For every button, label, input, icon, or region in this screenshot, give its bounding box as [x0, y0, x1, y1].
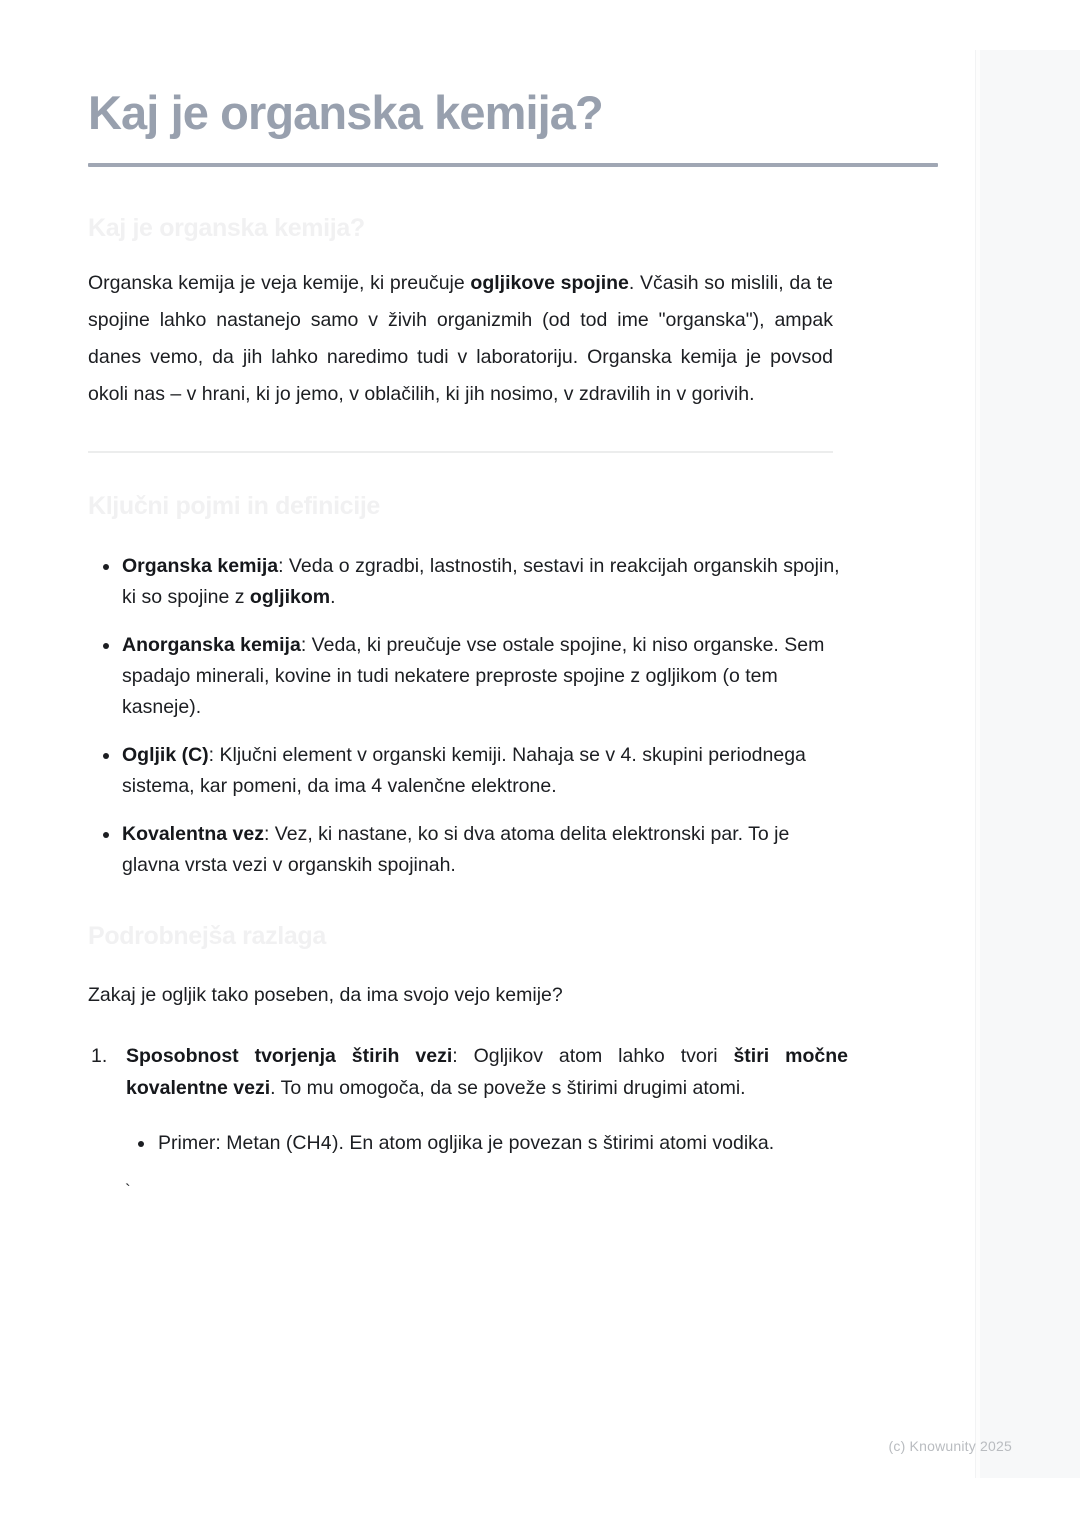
key-terms-list: [88, 521, 848, 881]
intro-text-part1: Organska kemija je veja kemije, ki preučuje: [88, 271, 471, 294]
term-text: : Ključni element v organski kemiji. Nahaja se v 4. skupini periodnega sistema, kar pomeni, da ima 4 valenčne elektrone.: [122, 743, 806, 797]
section-heading-intro: Kaj je organska kemija?: [88, 213, 365, 242]
document-content: [88, 0, 938, 1201]
list-item: [88, 740, 848, 802]
list-item: [88, 551, 848, 613]
example-text-before: Primer: Metan (CH: [158, 1131, 321, 1154]
term-text: : Veda, ki preučuje vse ostale spojine, ki niso organske. Sem spadajo minerali, kovine in tudi nekatere preproste spojine z ogljikom (o tem kasneje).: [122, 633, 825, 718]
numbered-item-text-tail: . To mu omogoča, da se poveže s štirimi drugimi atomi.: [270, 1076, 746, 1099]
section-heading-details: Podrobnejša razlaga: [88, 921, 326, 950]
numbered-item-bold-lead: Sposobnost tvorjenja štirih vezi: [126, 1044, 453, 1067]
term-text: : Vez, ki nastane, ko si dva atoma delita elektronski par. To je glavna vrsta vezi v organskih spojinah.: [122, 822, 790, 876]
list-item: [88, 1040, 848, 1159]
term-bold-inline: ogljikom: [249, 585, 331, 608]
term-label: Anorganska kemija: [122, 633, 301, 656]
formula-subscript: 4: [320, 1132, 332, 1154]
intro-bold-ogljikove-spojine: ogljikove spojine: [470, 271, 629, 294]
list-item: [126, 1128, 848, 1159]
footer-copyright: (c) Knowunity 2025: [888, 1438, 1012, 1454]
scrollbar-track[interactable]: [975, 50, 1080, 1478]
explanation-numbered-list: [88, 1014, 848, 1159]
intro-paragraph: [88, 243, 833, 413]
term-label: Organska kemija: [122, 554, 279, 577]
section-heading-key-terms: Ključni pojmi in definicije: [88, 491, 380, 520]
intro-text-part2: . Včasih so mislili, da te spojine lahko nastanejo samo v živih organizmih (od tod ime "organska"), ampak danes vemo, da jih lahko naredimo tudi v laboratoriju. Organska kemija je povsod okoli nas – v hrani, ki jo jemo, v oblačilih, ki jih nosimo, v zdravilih in v gorivih.: [88, 271, 834, 405]
numbered-item-bold-inline: štiri močne kovalentne vezi: [126, 1044, 848, 1099]
details-question: Zakaj je ogljik tako poseben, da ima svojo vejo kemije?: [88, 983, 563, 1006]
example-sub-list: [126, 1104, 848, 1159]
term-label: Kovalentna vez: [122, 822, 264, 845]
scrollbar-edge[interactable]: [975, 50, 980, 1478]
term-label: Ogljik (C): [122, 743, 209, 766]
term-text: : Veda o zgradbi, lastnostih, sestavi in reakcijah organskih spojin, ki so spojine z: [122, 554, 840, 608]
page-title: Kaj je organska kemija?: [88, 86, 603, 139]
term-text-tail: .: [330, 585, 336, 608]
list-item: [88, 630, 848, 723]
example-text-after: ). En atom ogljika je povezan s štirimi atomi vodika.: [331, 1131, 775, 1154]
list-item: [88, 819, 848, 881]
stray-backtick-artifact: `: [125, 1180, 131, 1200]
numbered-item-text: : Ogljikov atom lahko tvori: [452, 1044, 734, 1067]
